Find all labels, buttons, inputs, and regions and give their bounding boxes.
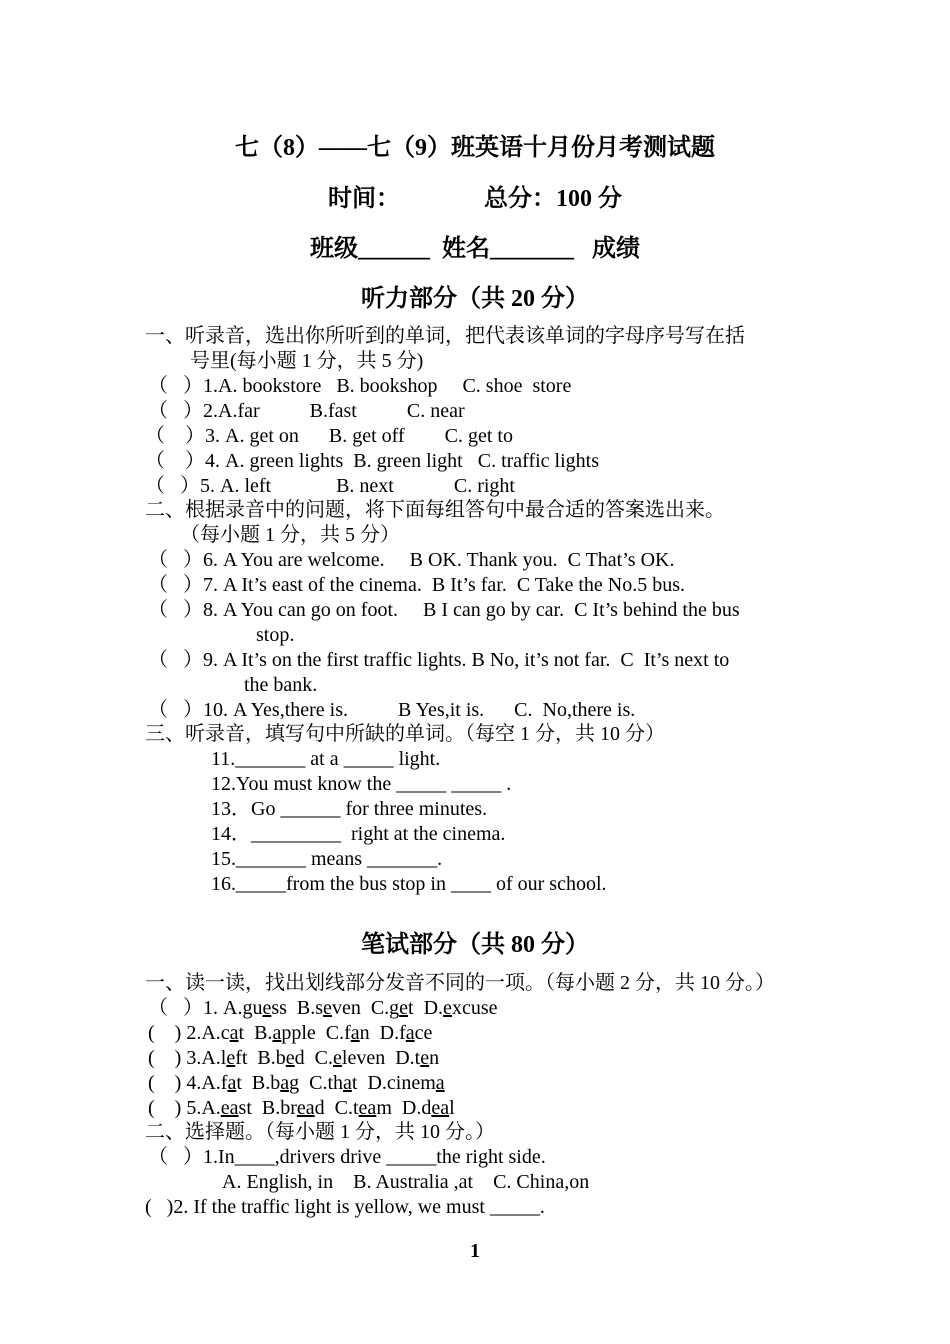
class-name-score-line: 班级______ 姓名_______ 成绩 xyxy=(310,236,640,262)
listening-part1-instruction: 一、听录音，选出你所听到的单词，把代表该单词的字母序号写在括 xyxy=(145,325,745,347)
listening-question-14: 14．_________ right at the cinema. xyxy=(211,823,506,845)
listening-question-9: （ ）9. A It’s on the first traffic lights. B No, it’s not far. C It’s next to xyxy=(148,649,730,671)
listening-question-2: （ ）2.A.far B.fast C. near xyxy=(148,400,465,422)
listening-section-heading: 听力部分（共 20 分） xyxy=(361,286,589,312)
listening-question-8: （ ）8. A You can go on foot. B I can go by car. C It’s behind the bus xyxy=(148,599,740,621)
choice-question-2: ( )2. If the traffic light is yellow, we must _____. xyxy=(145,1196,545,1218)
pronunciation-question-4: ( ) 4.A.fat B.bag C.that D.cinema xyxy=(148,1072,445,1094)
listening-question-13: 13．Go ______ for three minutes. xyxy=(211,798,488,820)
listening-question-10: （ ）10. A Yes,there is. B Yes,it is. C. No,there is. xyxy=(148,699,636,721)
listening-question-8-cont: stop. xyxy=(256,624,295,646)
written-part2-instruction: 二、选择题。（每小题 1 分，共 10 分。） xyxy=(145,1121,495,1143)
listening-question-5: （ ）5. A. left B. next C. right xyxy=(145,475,515,497)
listening-question-15: 15._______ means _______. xyxy=(211,848,443,870)
time-and-total-score: 时间： 总分：100 分 xyxy=(328,186,622,212)
listening-part3-instruction: 三、听录音，填写句中所缺的单词。（每空 1 分，共 10 分） xyxy=(145,723,665,745)
pronunciation-question-5: ( ) 5.A.east B.bread C.team D.deal xyxy=(148,1097,455,1119)
listening-question-3: （ ）3. A. get on B. get off C. get to xyxy=(145,425,513,447)
listening-question-12: 12.You must know the _____ _____ . xyxy=(211,773,512,795)
listening-question-1: （ ）1.A. bookstore B. bookshop C. shoe store xyxy=(148,375,572,397)
written-part1-instruction: 一、读一读，找出划线部分发音不同的一项。（每小题 2 分，共 10 分。） xyxy=(145,972,775,994)
page-number: 1 xyxy=(470,1240,480,1262)
written-section-heading: 笔试部分（共 80 分） xyxy=(361,932,589,958)
listening-question-9-cont: the bank. xyxy=(244,674,318,696)
listening-question-6: （ ）6. A You are welcome. B OK. Thank you. C That’s OK. xyxy=(148,549,675,571)
listening-part1-instruction-cont: 号里(每小题 1 分，共 5 分) xyxy=(190,350,424,372)
listening-question-7: （ ）7. A It’s east of the cinema. B It’s far. C Take the No.5 bus. xyxy=(148,574,686,596)
listening-part2-instruction-cont: （每小题 1 分，共 5 分） xyxy=(180,524,400,546)
pronunciation-question-2: ( ) 2.A.cat B.apple C.fan D.face xyxy=(148,1022,433,1044)
listening-question-4: （ ）4. A. green lights B. green light C. traffic lights xyxy=(145,450,600,472)
listening-part2-instruction: 二、根据录音中的问题，将下面每组答句中最合适的答案选出来。 xyxy=(145,499,725,521)
choice-question-1: （ ）1.In____,drivers drive _____the right side. xyxy=(148,1146,546,1168)
pronunciation-question-3: ( ) 3.A.left B.bed C.eleven D.ten xyxy=(148,1047,440,1069)
listening-question-16: 16._____from the bus stop in ____ of our school. xyxy=(211,873,607,895)
choice-question-1-options: A. English, in B. Australia ,at C. China,on xyxy=(222,1171,590,1193)
pronunciation-question-1: （ ）1. A.guess B.seven C.get D.excuse xyxy=(148,997,498,1019)
listening-question-11: 11._______ at a _____ light. xyxy=(211,748,441,770)
exam-title: 七（8）——七（9）班英语十月份月考测试题 xyxy=(235,135,715,161)
